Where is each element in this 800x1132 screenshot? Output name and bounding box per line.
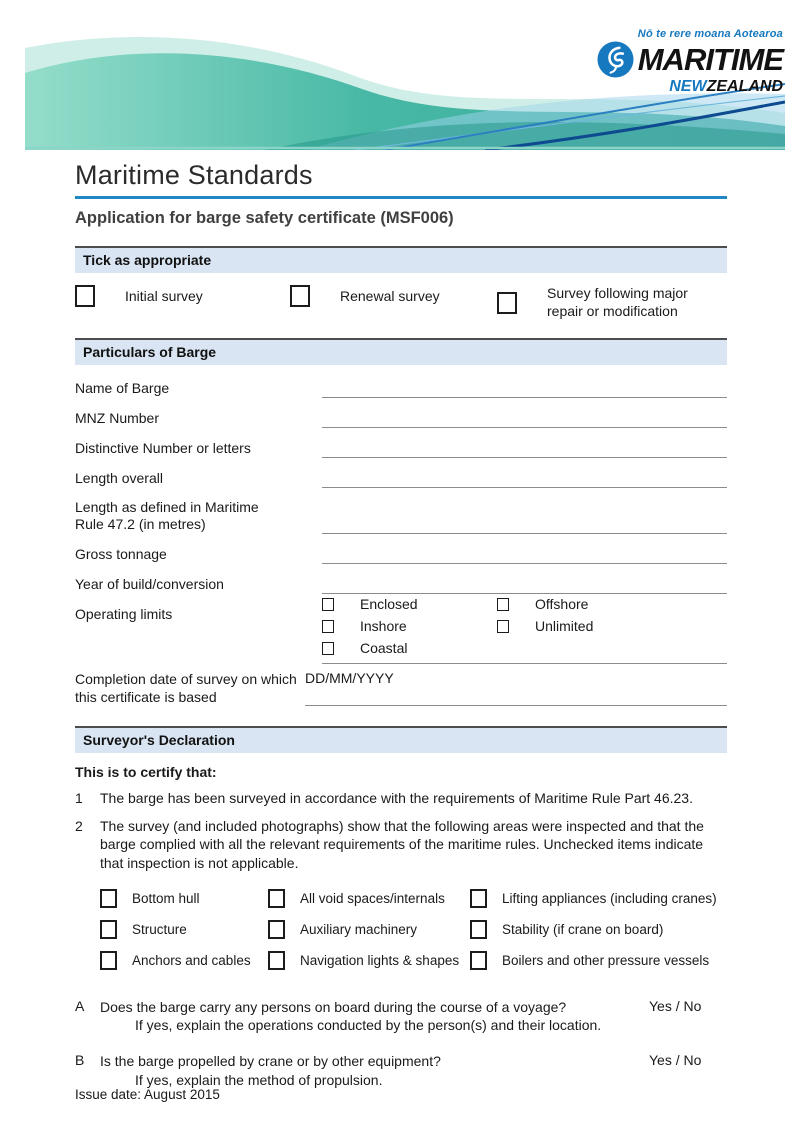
section-heading-particulars: Particulars of Barge bbox=[75, 338, 727, 365]
operating-limits-options bbox=[322, 596, 727, 664]
anchors-cables-checkbox[interactable] bbox=[100, 951, 117, 970]
option-initial-survey bbox=[75, 285, 290, 307]
stability-label: Stability (if crane on board) bbox=[502, 922, 664, 938]
clause-number: 2 bbox=[75, 817, 83, 834]
auxiliary-machinery-label: Auxiliary machinery bbox=[300, 922, 418, 938]
initial-survey-label: Initial survey bbox=[125, 288, 203, 304]
option-boilers bbox=[470, 951, 727, 970]
option-offshore bbox=[497, 596, 727, 612]
year-of-build-label: Year of build/conversion bbox=[75, 576, 224, 593]
distinctive-number-input-line[interactable] bbox=[322, 439, 727, 458]
major-repair-survey-checkbox[interactable] bbox=[497, 292, 517, 314]
question-a-text: Does the barge carry any persons on board during the course of a voyage? bbox=[100, 999, 567, 1016]
form-subtitle: Application for barge safety certificate (MSF006) bbox=[75, 209, 454, 227]
option-coastal bbox=[322, 640, 497, 656]
name-of-barge-label: Name of Barge bbox=[75, 379, 170, 396]
field-row bbox=[75, 575, 727, 594]
inspection-column-1 bbox=[100, 889, 268, 970]
clause-number: 1 bbox=[75, 790, 83, 807]
particulars-fields bbox=[75, 379, 727, 594]
field-row bbox=[75, 545, 727, 564]
question-a bbox=[75, 998, 727, 1034]
initial-survey-checkbox[interactable] bbox=[75, 285, 95, 307]
option-enclosed bbox=[322, 596, 497, 612]
field-row bbox=[75, 439, 727, 458]
questions-block bbox=[75, 998, 727, 1089]
coastal-checkbox[interactable] bbox=[322, 642, 334, 655]
question-letter: B bbox=[75, 1052, 85, 1069]
section-heading-declaration: Surveyor's Declaration bbox=[75, 726, 727, 753]
operating-limits-row bbox=[75, 596, 727, 664]
form-content bbox=[75, 160, 727, 1107]
issue-date: Issue date: August 2015 bbox=[75, 1087, 220, 1102]
mnz-number-label: MNZ Number bbox=[75, 409, 160, 426]
length-rule-label: Length as defined in Maritime Rule 47.2 (in metres) bbox=[75, 499, 259, 533]
length-overall-label: Length overall bbox=[75, 469, 163, 486]
completion-date-row bbox=[75, 668, 727, 706]
structure-label: Structure bbox=[132, 922, 187, 938]
option-structure bbox=[100, 920, 268, 939]
option-lifting-appliances bbox=[470, 889, 727, 908]
unlimited-label: Unlimited bbox=[535, 618, 594, 635]
inspection-column-3 bbox=[470, 889, 727, 970]
option-auxiliary-machinery bbox=[268, 920, 470, 939]
length-overall-input-line[interactable] bbox=[322, 469, 727, 488]
question-a-subtext: If yes, explain the operations conducted by the person(s) and their location. bbox=[135, 1017, 602, 1034]
page-title: Maritime Standards bbox=[75, 160, 727, 199]
question-b-yes-no[interactable]: Yes / No bbox=[649, 1052, 702, 1069]
option-major-repair-survey bbox=[497, 285, 727, 320]
gross-tonnage-input-line[interactable] bbox=[322, 545, 727, 564]
maritime-logo-icon bbox=[597, 41, 634, 78]
lifting-appliances-checkbox[interactable] bbox=[470, 889, 487, 908]
logo-new: NEW bbox=[669, 78, 707, 95]
auxiliary-machinery-checkbox[interactable] bbox=[268, 920, 285, 939]
option-anchors-cables bbox=[100, 951, 268, 970]
mnz-number-input-line[interactable] bbox=[322, 409, 727, 428]
field-row bbox=[75, 499, 727, 534]
gross-tonnage-label: Gross tonnage bbox=[75, 546, 167, 563]
clause-text: The barge has been surveyed in accordance with the requirements of Maritime Rule Part 46.23. bbox=[100, 790, 693, 807]
operating-limits-underline bbox=[322, 663, 727, 664]
inshore-label: Inshore bbox=[360, 618, 407, 635]
option-stability bbox=[470, 920, 727, 939]
question-b-text: Is the barge propelled by crane or by other equipment? bbox=[100, 1053, 441, 1070]
option-bottom-hull bbox=[100, 889, 268, 908]
certify-heading: This is to certify that: bbox=[75, 764, 217, 781]
bottom-hull-checkbox[interactable] bbox=[100, 889, 117, 908]
boilers-checkbox[interactable] bbox=[470, 951, 487, 970]
navigation-lights-label: Navigation lights & shapes bbox=[300, 953, 460, 969]
navigation-lights-checkbox[interactable] bbox=[268, 951, 285, 970]
completion-date-placeholder: DD/MM/YYYY bbox=[305, 670, 394, 687]
header-banner bbox=[25, 28, 785, 150]
length-rule-input-line[interactable] bbox=[322, 515, 727, 534]
completion-date-label: Completion date of survey on which this certificate is based bbox=[75, 671, 297, 705]
completion-date-input-line[interactable] bbox=[305, 668, 727, 706]
question-b bbox=[75, 1052, 727, 1088]
inshore-checkbox[interactable] bbox=[322, 620, 334, 633]
enclosed-checkbox[interactable] bbox=[322, 598, 334, 611]
field-row bbox=[75, 379, 727, 398]
anchors-cables-label: Anchors and cables bbox=[132, 953, 251, 969]
logo-wordmark: MARITIME bbox=[637, 42, 783, 77]
enclosed-label: Enclosed bbox=[360, 596, 418, 613]
operating-limits-label: Operating limits bbox=[75, 606, 173, 623]
section-heading-tick: Tick as appropriate bbox=[75, 246, 727, 273]
option-inshore bbox=[322, 618, 497, 634]
declaration-clause-2 bbox=[75, 817, 727, 872]
stability-checkbox[interactable] bbox=[470, 920, 487, 939]
name-of-barge-input-line[interactable] bbox=[322, 379, 727, 398]
inspection-column-2 bbox=[268, 889, 470, 970]
logo-wordmark-sub bbox=[592, 79, 783, 95]
structure-checkbox[interactable] bbox=[100, 920, 117, 939]
void-spaces-label: All void spaces/internals bbox=[300, 891, 445, 907]
field-row bbox=[75, 409, 727, 428]
option-unlimited bbox=[497, 618, 727, 634]
distinctive-number-label: Distinctive Number or letters bbox=[75, 439, 251, 456]
survey-type-options bbox=[75, 285, 727, 320]
declaration-clause-1 bbox=[75, 789, 727, 807]
lifting-appliances-label: Lifting appliances (including cranes) bbox=[502, 891, 717, 907]
offshore-checkbox[interactable] bbox=[497, 598, 509, 611]
question-letter: A bbox=[75, 998, 85, 1015]
renewal-survey-checkbox[interactable] bbox=[290, 285, 310, 307]
question-b-subtext: If yes, explain the method of propulsion. bbox=[135, 1071, 383, 1088]
void-spaces-checkbox[interactable] bbox=[268, 889, 285, 908]
clause-text: The survey (and included photographs) show that the following areas were inspected and that the barge complied with all the relevant requirements of the maritime rules. Unchecked items indicate that inspection is not applicable. bbox=[100, 817, 704, 871]
major-repair-survey-label: Survey following major repair or modification bbox=[547, 285, 688, 319]
question-a-yes-no[interactable]: Yes / No bbox=[649, 998, 702, 1015]
boilers-label: Boilers and other pressure vessels bbox=[502, 953, 710, 969]
option-renewal-survey bbox=[290, 285, 497, 307]
field-row bbox=[75, 469, 727, 488]
option-void-spaces bbox=[268, 889, 470, 908]
option-navigation-lights bbox=[268, 951, 470, 970]
unlimited-checkbox[interactable] bbox=[497, 620, 509, 633]
coastal-label: Coastal bbox=[360, 640, 408, 657]
renewal-survey-label: Renewal survey bbox=[340, 288, 440, 304]
offshore-label: Offshore bbox=[535, 596, 589, 613]
logo-tagline: Nō te rere moana Aotearoa bbox=[637, 28, 783, 40]
inspection-areas-grid bbox=[75, 889, 727, 970]
bottom-hull-label: Bottom hull bbox=[132, 891, 200, 907]
year-of-build-input-line[interactable] bbox=[322, 575, 727, 594]
maritime-nz-logo bbox=[592, 28, 783, 95]
logo-zealand: ZEALAND bbox=[706, 78, 783, 95]
